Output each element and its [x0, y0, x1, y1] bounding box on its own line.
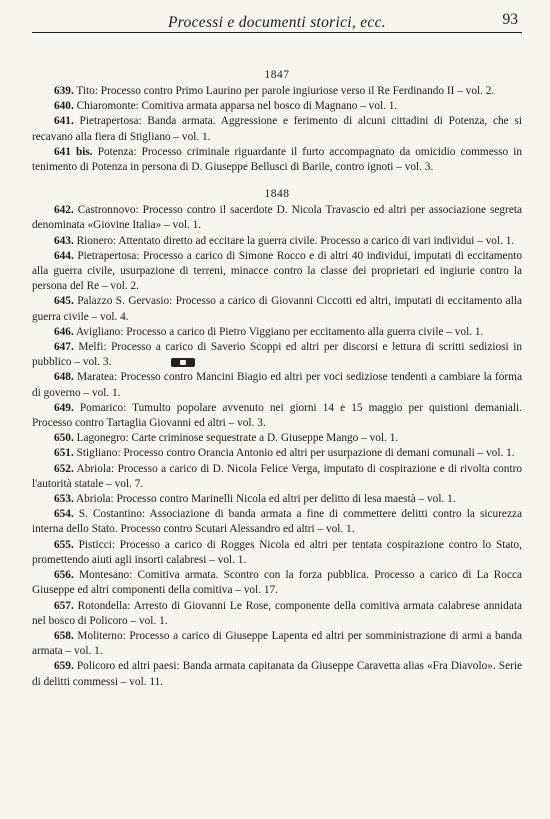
entry-number: 650. — [54, 432, 74, 445]
entry-641-bis — [32, 145, 522, 175]
entry-number: 644. — [54, 249, 74, 262]
entry-number: 653. — [54, 493, 74, 506]
entry-text: Stigliano: Processo contro Orancia Antonio ed altri per usurpazione di demani comunali – vol. 1. — [76, 447, 515, 460]
entry-text: Pisticci: Processo a carico di Rogges Nicola ed altri per tentata cospirazione contro lo Stato, promettendo aiuti agli insorti calabresi – vol. 1. — [32, 538, 522, 566]
entry-number: 642. — [54, 204, 74, 217]
entry-text: Rionero: Attentato diretto ad eccitare la guerra civile. Processo a carico di vari individui – vol. 1. — [76, 234, 515, 247]
entry-651 — [32, 446, 522, 461]
ink-stamp-mark — [171, 358, 195, 367]
entry-644 — [32, 249, 522, 295]
entry-text: Potenza: Processo criminale riguardante il furto accompagnato da omicidio commesso in tenimento di Potenza in persona di D. Giuseppe Bellusci di Barile, contro ignoti – vol. 3. — [32, 145, 522, 174]
entry-number: 645. — [54, 295, 74, 308]
entry-text: Palazzo S. Gervasio: Processo a carico di Giovanni Ciccotti ed altri, imputati di eccitamento alla guerra civile – vol. 4. — [32, 295, 522, 323]
entry-number: 656. — [54, 569, 74, 582]
entry-653 — [32, 492, 522, 507]
entry-text: Chiaromonte: Comitiva armata apparsa nel bosco di Magnano – vol. 1. — [76, 100, 398, 113]
year-heading: 1847 — [264, 69, 290, 81]
entry-text: Abriola: Processo contro Marinelli Nicola ed altri per delitto di lesa maestà – vol. 1. — [75, 493, 456, 506]
entry-text: Rotondella: Arresto di Giovanni Le Rose, componente della comitiva armata calabrese annidata nel bosco di Policoro – vol. 1. — [32, 599, 523, 627]
entry-659 — [32, 659, 522, 689]
entry-number: 647. — [54, 341, 74, 354]
entry-text: Lagonegro: Carte criminose sequestrate a D. Giuseppe Mango – vol. 1. — [76, 432, 399, 445]
entry-number: 639. — [54, 85, 74, 97]
entry-646 — [32, 325, 522, 340]
entry-number: 652. — [54, 462, 74, 475]
entry-654 — [32, 507, 522, 537]
entry-text: Abriola: Processo a carico di D. Nicola Felice Verga, imputato di cospirazione e di rivolta contro l'autorità statale – vol. 7. — [32, 462, 523, 490]
entry-text: Tito: Processo contro Primo Laurino per parole ingiuriose verso il Re Ferdinando II – vol. 2. — [76, 85, 495, 97]
entry-656 — [32, 568, 522, 598]
entry-text: Policoro ed altri paesi: Banda armata capitanata da Giuseppe Caravetta alias «Fra Diavolo». Serie di delitti commessi – vol. 11. — [32, 660, 522, 688]
entry-number: 654. — [54, 508, 74, 521]
entry-number: 651. — [54, 447, 74, 460]
entry-642 — [32, 203, 522, 233]
year-heading: 1848 — [264, 188, 290, 201]
entry-645 — [32, 294, 522, 324]
page-number: 93 — [502, 11, 518, 28]
entry-650 — [32, 431, 522, 446]
entry-657 — [32, 599, 522, 629]
entry-number: 649. — [54, 401, 74, 414]
entry-number: 648. — [54, 371, 74, 384]
entry-number: 659. — [54, 660, 74, 673]
entry-648 — [32, 370, 522, 400]
entry-number: 657. — [54, 599, 74, 612]
entry-text: Melfi: Processo a carico di Saverio Scoppi ed altri per discorsi e lettura di scritti sediziosi in pubblico – vol. 3. — [32, 341, 522, 369]
header-title: Processi e documenti storici, ecc. — [168, 14, 386, 31]
entry-number: 658. — [54, 629, 74, 642]
entry-number: 646. — [54, 325, 74, 338]
entry-text: S. Costantino: Associazione di banda armata a fine di commettere delitti contro la sicurezza interna dello Stato. Processo contro Scutari Alessandro ed altri – vol. 1. — [32, 508, 522, 536]
entry-number: 641 bis. — [54, 145, 93, 158]
entry-text: Pietrapertosa: Processo a carico di Simone Rocco e di altri 40 individui, imputati di eccitamento alla guerra civile, usurpazione di terreni, minacce contro la classe dei proprietari ed ingiurie contro la persona del Re – vol. 2. — [32, 249, 522, 293]
document-body — [32, 66, 522, 690]
entry-text: Castronnovo: Processo contro il sacerdote D. Nicola Travascio ed altri per associazione segreta denominata «Giovine Italia» – vol. 1. — [32, 204, 522, 232]
entry-text: Montesano: Comitiva armata. Scontro con la forza pubblica. Processo a carico di La Rocca Giuseppe ed altri componenti della comitiva – vol. 17. — [32, 569, 522, 597]
entry-655 — [32, 538, 522, 568]
entry-text: Avigliano: Processo a carico di Pietro Viggiano per eccitamento alla guerra civile – vol. 1. — [75, 325, 484, 338]
running-header — [32, 6, 522, 33]
entry-639 — [32, 84, 522, 99]
entry-647 — [32, 340, 522, 370]
entry-text: Maratea: Processo contro Mancini Biagio ed altri per voci sediziose tendenti a cambiare la forma di governo – vol. 1. — [32, 371, 522, 399]
entry-number: 655. — [54, 538, 74, 551]
entry-658 — [32, 629, 522, 659]
entry-number: 640. — [54, 100, 74, 113]
entry-640 — [32, 99, 522, 114]
entry-641 — [32, 114, 522, 144]
entry-text: Pietrapertosa: Banda armata. Aggressione e ferimento di alcuni cittadini di Potenza, che si recavano alla fiera di Stigliano – vol. 1. — [32, 115, 522, 143]
entry-649 — [32, 401, 522, 431]
entry-number: 643. — [54, 234, 74, 247]
entry-number: 641. — [54, 115, 74, 128]
entry-text: Pomarico: Tumulto popolare avvenuto nei giorni 14 e 15 maggio per quistioni demaniali. Processo contro Tartaglia Giovanni ed altri – vol. 3. — [32, 401, 522, 430]
entry-text: Moliterno: Processo a carico di Giuseppe Lapenta ed altri per somministrazione di armi a banda armata – vol. 1. — [32, 629, 522, 658]
entry-652 — [32, 462, 522, 492]
entry-643 — [32, 234, 522, 249]
